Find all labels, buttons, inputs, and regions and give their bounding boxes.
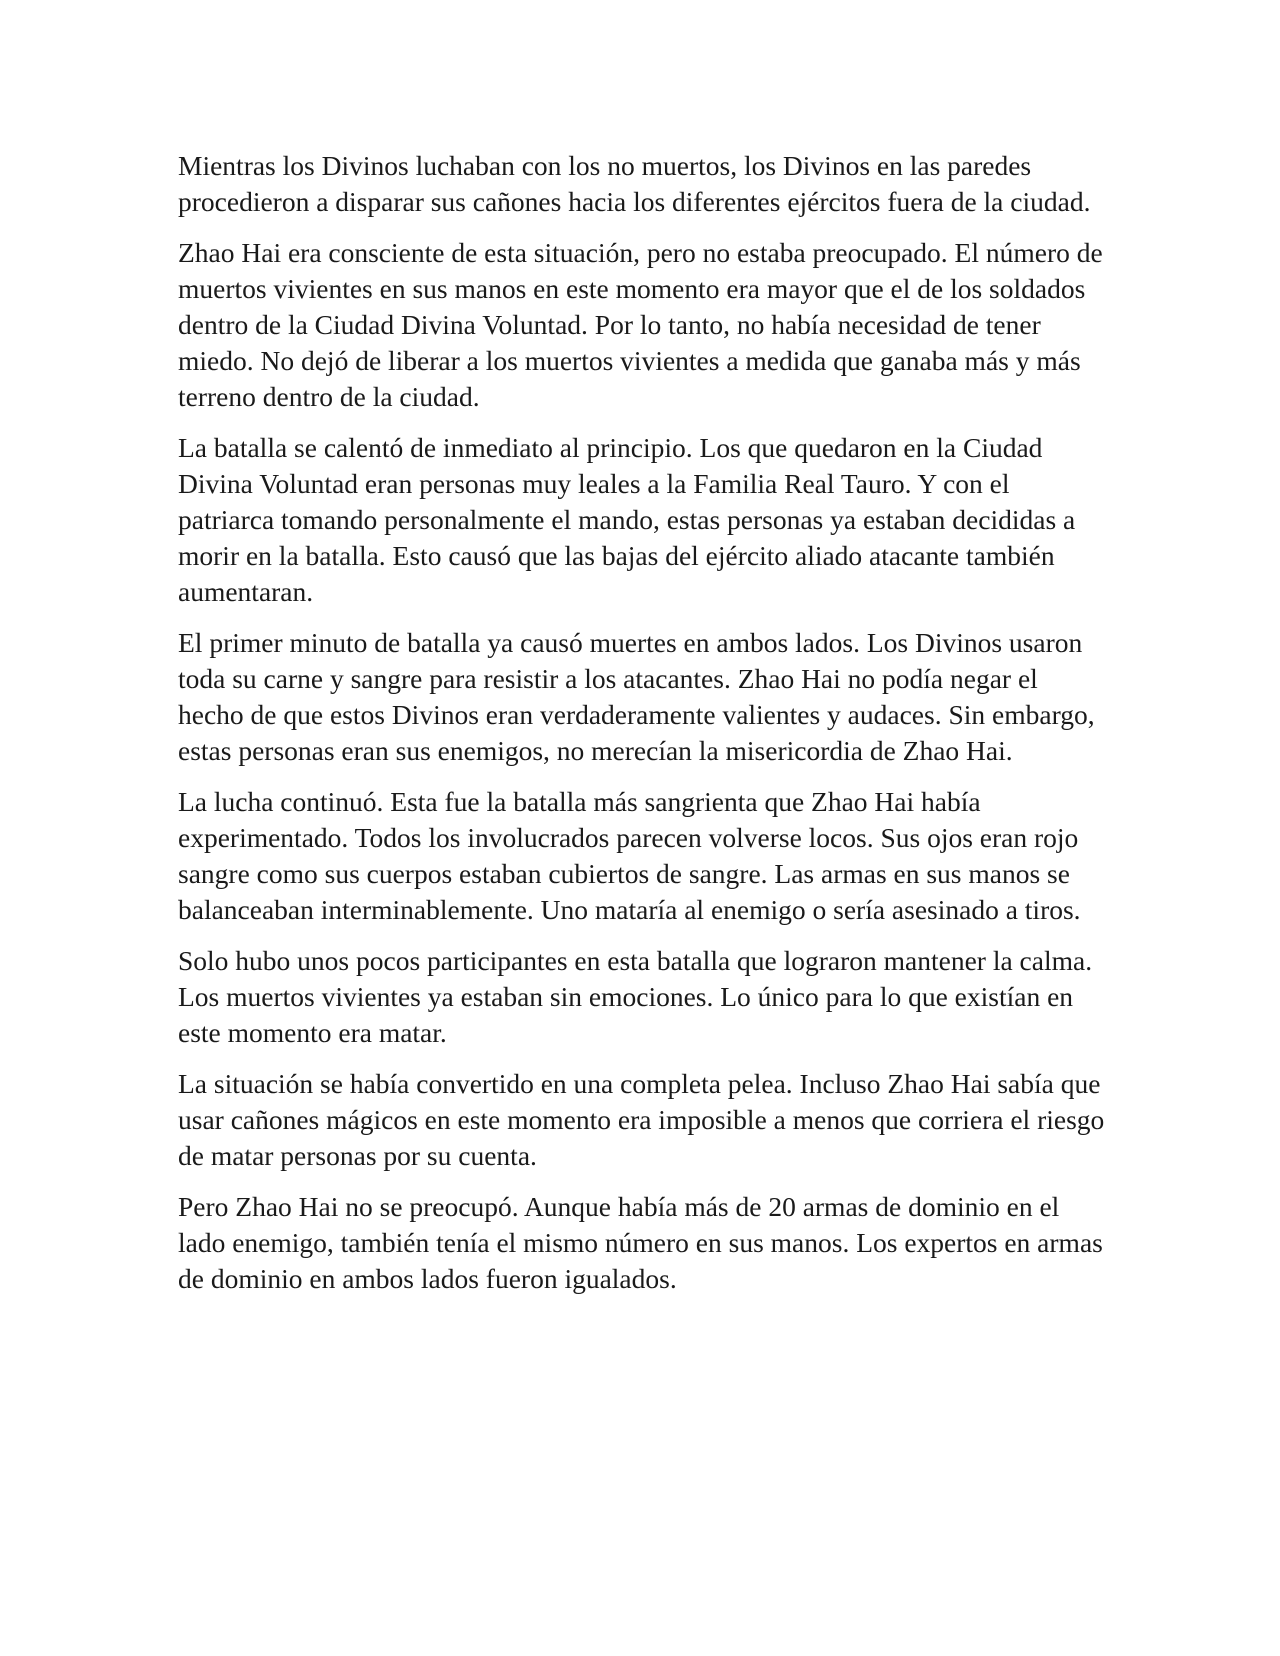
paragraph-3: La batalla se calentó de inmediato al principio. Los que quedaron en la Ciudad Divina Voluntad eran personas muy leales a la Familia Real Tauro. Y con el patriarca tomando personalmente el mando, estas personas ya estaban decididas a morir en la batalla. Esto causó que las bajas del ejército aliado atacante también aumentaran.	[178, 432, 1076, 607]
paragraph-4: El primer minuto de batalla ya causó muertes en ambos lados. Los Divinos usaron toda su carne y sangre para resistir a los atacantes. Zhao Hai no podía negar el hecho de que estos Divinos eran verdaderamente valientes y audaces. Sin embargo, estas personas eran sus enemigos, no merecían la misericordia de Zhao Hai.	[178, 627, 1095, 766]
paragraph-6: Solo hubo unos pocos participantes en esta batalla que lograron mantener la calma. Los muertos vivientes ya estaban sin emociones. Lo único para lo que existían en este momento era matar.	[178, 945, 1093, 1048]
paragraph-8: Pero Zhao Hai no se preocupó. Aunque había más de 20 armas de dominio en el lado enemigo, también tenía el mismo número en sus manos. Los expertos en armas de dominio en ambos lados fueron igualados.	[178, 1191, 1103, 1294]
paragraph-5: La lucha continuó. Esta fue la batalla más sangrienta que Zhao Hai había experimentado. Todos los involucrados parecen volverse locos. Sus ojos eran rojo sangre como sus cuerpos estaban cubiertos de sangre. Las armas en sus manos se balanceaban interminablemente. Uno mataría al enemigo o sería asesinado a tiros.	[178, 786, 1081, 925]
paragraph-1: Mientras los Divinos luchaban con los no muertos, los Divinos en las paredes procedieron a disparar sus cañones hacia los diferentes ejércitos fuera de la ciudad.	[178, 150, 1091, 217]
document-body	[178, 148, 1108, 1312]
paragraph-2: Zhao Hai era consciente de esta situación, pero no estaba preocupado. El número de muertos vivientes en sus manos en este momento era mayor que el de los soldados dentro de la Ciudad Divina Voluntad. Por lo tanto, no había necesidad de tener miedo. No dejó de liberar a los muertos vivientes a medida que ganaba más y más terreno dentro de la ciudad.	[178, 237, 1103, 412]
paragraph-7: La situación se había convertido en una completa pelea. Incluso Zhao Hai sabía que usar cañones mágicos en este momento era imposible a menos que corriera el riesgo de matar personas por su cuenta.	[178, 1068, 1105, 1171]
